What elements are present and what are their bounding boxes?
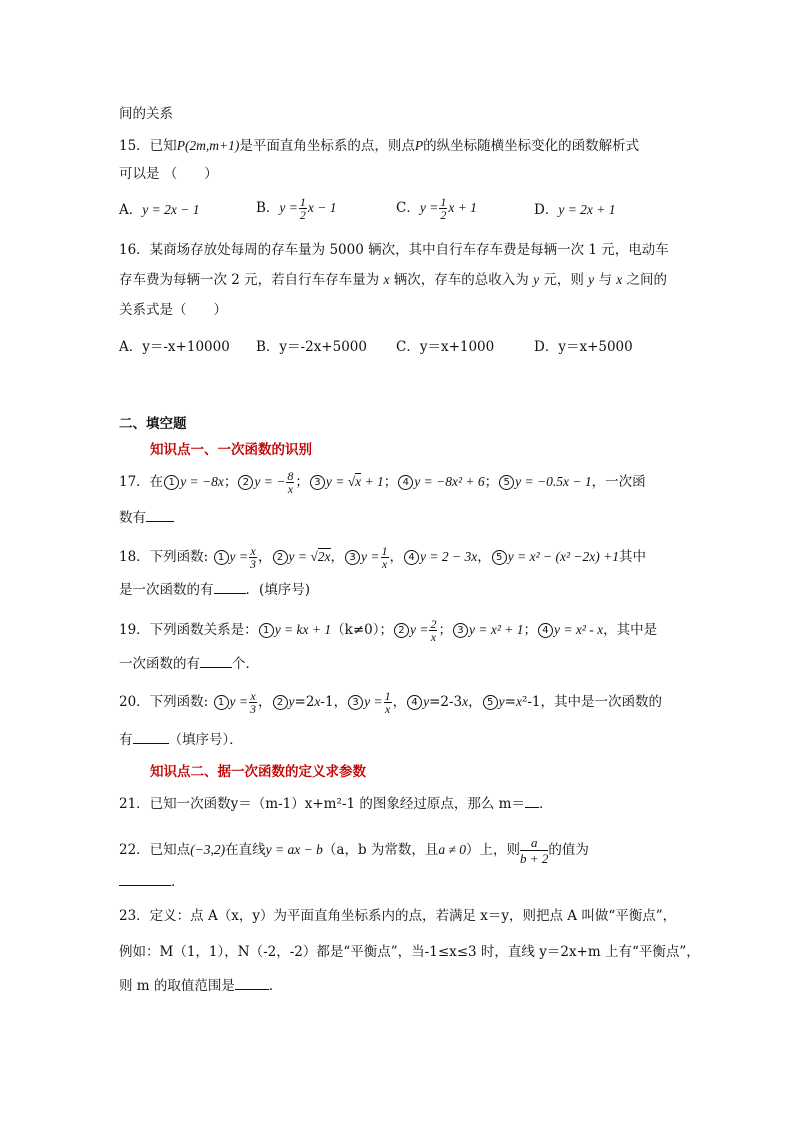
q23-line2: 例如：M（1，1），N（-2，-2）都是“平衡点”，当-1≤x≤3 时，直线 y＝2x+m 上有“平衡点”， xyxy=(119,944,700,960)
continuation-text: 间的关系 xyxy=(119,106,173,122)
q16-option-d: D．y＝x+5000 xyxy=(534,339,633,355)
q15-option-a: A．y = 2x − 1 xyxy=(119,202,200,218)
q18-answer-blank[interactable] xyxy=(214,593,246,594)
q23-line1: 23．定义：点 A（x，y）为平面直角坐标系内的点，若满足 x＝y，则把点 A 叫做“平衡点”， xyxy=(119,908,677,924)
q16-line2: 存车费为每辆一次 2 元，若自行车存车量为 x 辆次，存车的总收入为 y 元，则 y 与 x 之间的 xyxy=(119,272,668,288)
knowledge-point-1: 知识点一、一次函数的识别 xyxy=(150,442,312,458)
q15-line2: 可以是 （ ） xyxy=(119,166,218,182)
q16-option-b: B．y＝-2x+5000 xyxy=(256,339,367,355)
q21-line: 21．已知一次函数y＝（m-1）x+m²-1 的图象经过原点，那么 m＝ ． xyxy=(119,796,553,812)
q23-answer-blank[interactable] xyxy=(235,989,269,990)
q22-line1: 22．已知点(−3,2)在直线y = ax − b（a，b 为常数，且a ≠ 0）上，则 $\frac{a}{b + 2}$的值为 xyxy=(119,835,589,866)
q20-line2: 有 （填序号）． xyxy=(119,732,243,748)
section-heading: 二、填空题 xyxy=(119,416,187,432)
q20-line1: 20．下列函数: 1 y = $\frac{x}{3}$ ， 2 y=2x-1， 3 y = $\frac{1}{x}$ ， 4 y=2-3x， 5 y=x²-1，其中是一次函数的 xyxy=(119,689,662,716)
q17-line2: 数有 xyxy=(119,508,174,528)
q16-line1: 16．某商场存放处每周的存车量为 5000 辆次，其中自行车存车费是每辆一次 1 元，电动车 xyxy=(119,242,669,258)
q16-line3: 关系式是（ ） xyxy=(119,302,227,318)
q16-option-a: A．y＝-x+10000 xyxy=(119,339,230,355)
q15-option-c: C．y = $\frac{1}{2}$ x + 1 xyxy=(396,195,477,222)
q22-line2: ． xyxy=(119,872,185,892)
q15-option-d: D．y = 2x + 1 xyxy=(534,202,616,218)
q19-line1: 19．下列函数关系是： 1 y = kx + 1（k≠0）； 2 y = $\frac{2}{x}$ ； 3 y = x² + 1； 4 y = x² - x，其中是 xyxy=(119,617,658,644)
q23-line3: 则 m 的取值范围是 ． xyxy=(119,978,283,994)
q17-answer-blank[interactable] xyxy=(146,521,174,522)
q20-answer-blank[interactable] xyxy=(133,743,169,744)
q16-option-c: C．y＝x+1000 xyxy=(396,339,495,355)
q15-option-b: B．y = $\frac{1}{2}$ x − 1 xyxy=(256,195,337,222)
q19-answer-blank[interactable] xyxy=(200,667,232,668)
q17-line1: 17．在 1 y = −8x； 2 y = − $\frac{8}{x}$ ； 3 y = √x + 1； 4 y = −8x² + 6； 5 y = −0.5x − 1，一次函 xyxy=(119,469,646,496)
q22-answer-blank[interactable] xyxy=(119,885,171,886)
q15-line1: 15．已知P(2m,m+1)是平面直角坐标系的点，则点P的纵坐标随横坐标变化的函数解析式 xyxy=(119,138,640,154)
q19-line2: 一次函数的有 个． xyxy=(119,656,259,672)
q21-answer-blank[interactable] xyxy=(525,807,539,808)
knowledge-point-2: 知识点二、据一次函数的定义求参数 xyxy=(150,764,366,780)
q18-line2: 是一次函数的有 ．(填序号) xyxy=(119,582,311,598)
q18-line1: 18．下列函数: 1 y = $\frac{x}{3}$ ， 2 y = √2x， 3 y = $\frac{1}{x}$ ， 4 y = 2 − 3x， 5 y = x² − (x² −2x) +1其中 xyxy=(119,544,646,571)
